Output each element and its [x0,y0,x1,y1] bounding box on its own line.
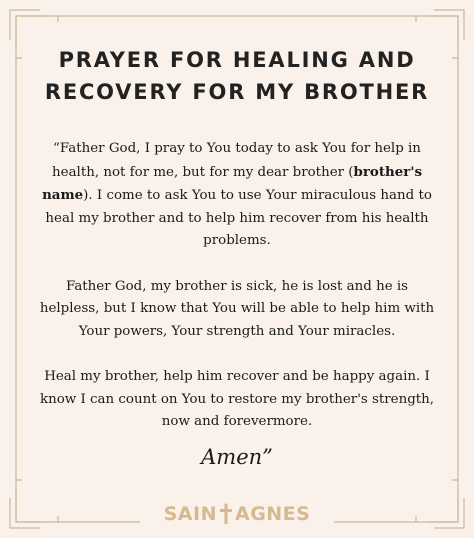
amen-signature: Amen” [201,445,273,469]
prayer-paragraph-2: Father God, my brother is sick, he is lost and he is helpless, but I know that You will be able to help him with Your powers, Your strength and Your miracles. [39,278,435,339]
page-title [0,44,474,108]
cross-icon [219,503,233,525]
prayer-paragraph-3: Heal my brother, help him recover and be happy again. I know I can count on You to restore my brother's strength, now and forevermore. [39,369,435,429]
saint-agnes-logo [0,503,474,525]
brother-name-placeholder: brother's name [42,163,422,203]
paragraph-1-start: “Father God, I pray to You today to ask You for help in health, not for me, but for my dear brother ( [52,141,421,180]
prayer-body [38,138,436,457]
logo-text-right: AGNES [234,503,311,525]
prayer-paragraph-1 [38,138,436,253]
title-line-2: RECOVERY FOR MY BROTHER [44,80,430,104]
paragraph-1-end: ). I come to ask You to use Your miraculous hand to heal my brother and to help him recover from his health problems. [45,188,432,248]
logo-text-left: SAIN [163,503,217,525]
title-line-1: PRAYER FOR HEALING AND [58,48,416,72]
